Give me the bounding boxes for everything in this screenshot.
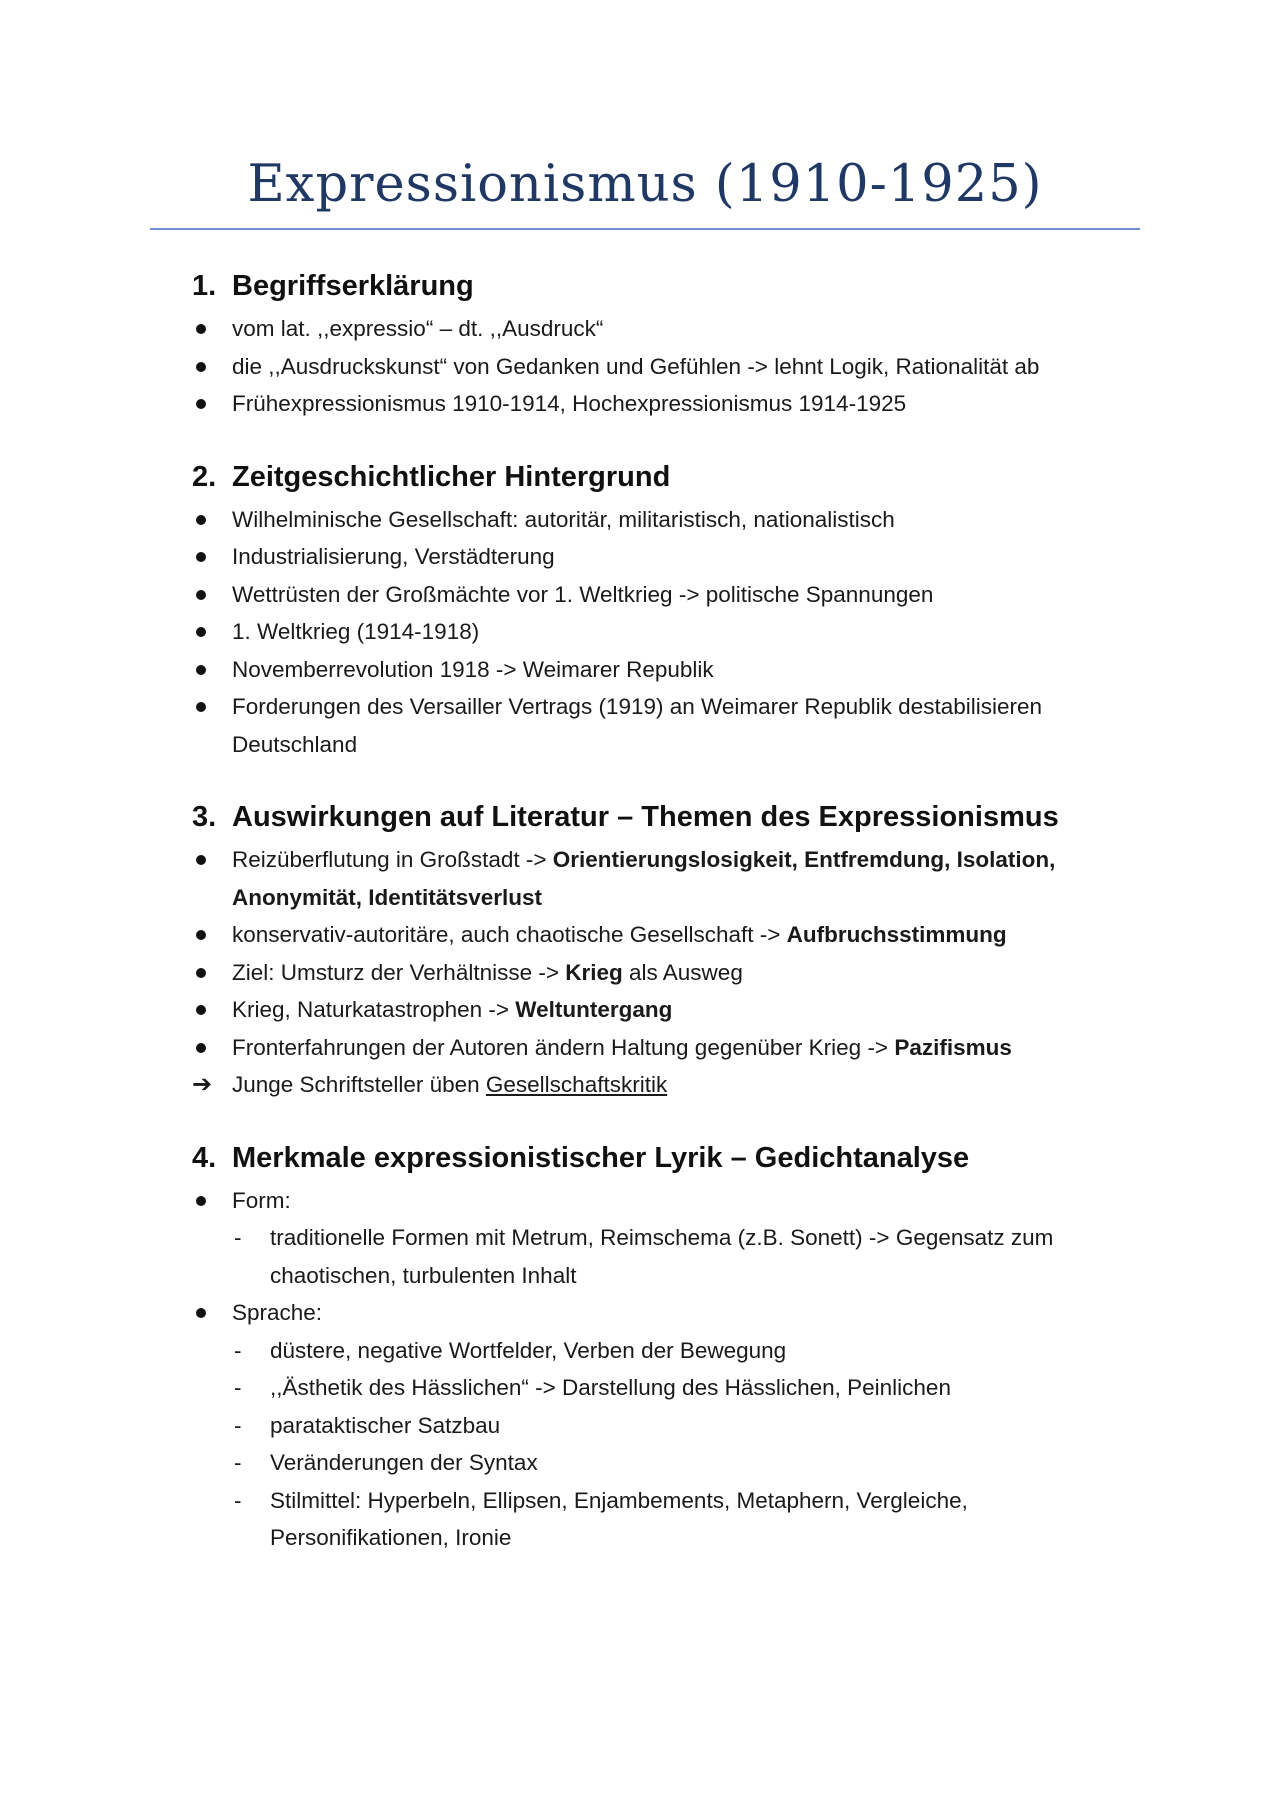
list-item xyxy=(192,385,1132,423)
document-body xyxy=(192,262,1132,1587)
section-number: 1. xyxy=(192,270,217,302)
section-number: 4. xyxy=(192,1141,217,1174)
item-underlined: Gesellschaftskritik xyxy=(485,1072,668,1097)
sub-text: Stilmittel: Hyperbeln, Ellipsen, Enjambements, Metaphern, Vergleiche, Personifikationen, Ironie xyxy=(270,1487,968,1550)
item-text: Ziel: Umsturz der Verhältnisse -> xyxy=(232,959,566,985)
sub-item xyxy=(232,1482,1132,1557)
item-text: Junge Schriftsteller üben xyxy=(232,1072,486,1097)
bullet-icon xyxy=(196,665,206,675)
dash-icon: - xyxy=(234,1225,242,1250)
item-emphasis: Krieg xyxy=(565,959,623,985)
bullet-list xyxy=(192,310,1132,423)
item-text: Wettrüsten der Großmächte vor 1. Weltkrieg -> politische Spannungen xyxy=(232,581,934,607)
section-heading xyxy=(192,1134,1132,1182)
section-number: 2. xyxy=(192,460,217,493)
bullet-icon xyxy=(196,515,206,525)
sub-text: Veränderungen der Syntax xyxy=(270,1450,538,1475)
item-emphasis: Weltuntergang xyxy=(515,997,673,1022)
list-item xyxy=(192,310,1132,348)
item-text: die ,,Ausdruckskunst“ von Gedanken und Gefühlen -> lehnt Logik, Rationalität ab xyxy=(232,353,1040,379)
list-item xyxy=(192,1029,1132,1067)
item-text: Krieg, Naturkatastrophen -> xyxy=(232,997,516,1022)
sub-item xyxy=(232,1444,1132,1482)
list-item xyxy=(192,954,1132,992)
item-emphasis: Aufbruchsstimmung xyxy=(786,922,1007,947)
bullet-icon xyxy=(196,930,206,940)
item-text: Wilhelminische Gesellschaft: autoritär, militaristisch, nationalistisch xyxy=(232,506,895,532)
section-heading xyxy=(192,793,1132,841)
item-text: Forderungen des Versailler Vertrags (1919) an Weimarer Republik destabilisieren Deutschland xyxy=(232,694,1042,757)
list-item xyxy=(192,991,1132,1029)
sub-item xyxy=(232,1332,1132,1370)
list-item xyxy=(192,916,1132,954)
bullet-icon xyxy=(196,968,206,978)
bullet-icon xyxy=(196,362,206,372)
item-text: Fronterfahrungen der Autoren ändern Haltung gegenüber Krieg -> xyxy=(232,1034,895,1060)
dash-icon: - xyxy=(234,1487,242,1513)
list-item-form xyxy=(192,1182,1132,1295)
list-item xyxy=(192,613,1132,651)
sub-list xyxy=(232,1332,1132,1557)
section-auswirkungen xyxy=(192,793,1132,1104)
sub-item xyxy=(232,1407,1132,1445)
section-merkmale xyxy=(192,1134,1132,1557)
item-emphasis: Orientierungslosigkeit, Entfremdung, Isolation, Anonymität, Identitätsverlust xyxy=(232,847,1056,910)
bullet-icon xyxy=(196,399,206,409)
item-text: als Ausweg xyxy=(622,959,743,985)
bullet-icon xyxy=(196,702,206,712)
list-item-sprache xyxy=(192,1294,1132,1557)
item-text: vom lat. ,,expressio“ – dt. ,,Ausdruck“ xyxy=(232,316,604,341)
section-title: Begriffserklärung xyxy=(232,270,474,302)
bullet-icon xyxy=(196,1005,206,1015)
dash-icon: - xyxy=(234,1375,242,1400)
bullet-list xyxy=(192,501,1132,764)
conclusion-item xyxy=(192,1066,1132,1104)
bullet-icon xyxy=(196,1308,206,1318)
bullet-icon xyxy=(196,552,206,562)
item-text: Industrialisierung, Verstädterung xyxy=(232,544,555,569)
bullet-list xyxy=(192,841,1132,1104)
item-text: Reizüberflutung in Großstadt -> xyxy=(232,847,553,872)
list-item xyxy=(192,651,1132,689)
document-title: Expressionismus (1910-1925) xyxy=(247,155,1043,214)
sub-list xyxy=(232,1219,1132,1294)
list-item xyxy=(192,688,1132,763)
group-label: Sprache: xyxy=(232,1300,323,1325)
list-item xyxy=(192,501,1132,539)
section-title: Merkmale expressionistischer Lyrik – Gedichtanalyse xyxy=(232,1141,970,1174)
bullet-icon xyxy=(196,855,206,865)
item-text: Frühexpressionismus 1910-1914, Hochexpressionismus 1914-1925 xyxy=(232,391,907,416)
title-underline xyxy=(150,228,1140,230)
section-heading xyxy=(192,262,1132,310)
sub-text: düstere, negative Wortfelder, Verben der Bewegung xyxy=(270,1337,787,1363)
bullet-icon xyxy=(196,590,206,600)
sub-text: traditionelle Formen mit Metrum, Reimschema (z.B. Sonett) -> Gegensatz zum chaotischen, turbulenten Inhalt xyxy=(270,1225,1054,1288)
item-emphasis: Pazifismus xyxy=(894,1034,1012,1060)
item-text: Novemberrevolution 1918 -> Weimarer Republik xyxy=(232,656,714,682)
sub-item xyxy=(232,1219,1132,1294)
section-number: 3. xyxy=(192,801,217,833)
bullet-icon xyxy=(196,627,206,637)
section-heading xyxy=(192,453,1132,501)
bullet-list xyxy=(192,1182,1132,1557)
dash-icon: - xyxy=(234,1337,242,1363)
bullet-icon xyxy=(196,324,206,334)
list-item xyxy=(192,841,1132,916)
dash-icon: - xyxy=(234,1412,242,1438)
item-text: konservativ-autoritäre, auch chaotische Gesellschaft -> xyxy=(232,922,787,947)
list-item xyxy=(192,348,1132,386)
arrow-right-icon: ➔ xyxy=(192,1071,213,1098)
sub-text: parataktischer Satzbau xyxy=(270,1412,501,1438)
section-begriffserklaerung xyxy=(192,262,1132,423)
bullet-icon xyxy=(196,1196,206,1206)
list-item xyxy=(192,538,1132,576)
sub-item xyxy=(232,1369,1132,1407)
group-label: Form: xyxy=(232,1187,291,1213)
list-item xyxy=(192,576,1132,614)
item-text: 1. Weltkrieg (1914-1918) xyxy=(232,619,480,644)
sub-text: ,,Ästhetik des Hässlichen“ -> Darstellung des Hässlichen, Peinlichen xyxy=(270,1375,951,1400)
dash-icon: - xyxy=(234,1450,242,1475)
section-title: Zeitgeschichtlicher Hintergrund xyxy=(232,460,671,493)
bullet-icon xyxy=(196,1043,206,1053)
section-hintergrund xyxy=(192,453,1132,764)
section-title: Auswirkungen auf Literatur – Themen des Expressionismus xyxy=(232,801,1059,833)
